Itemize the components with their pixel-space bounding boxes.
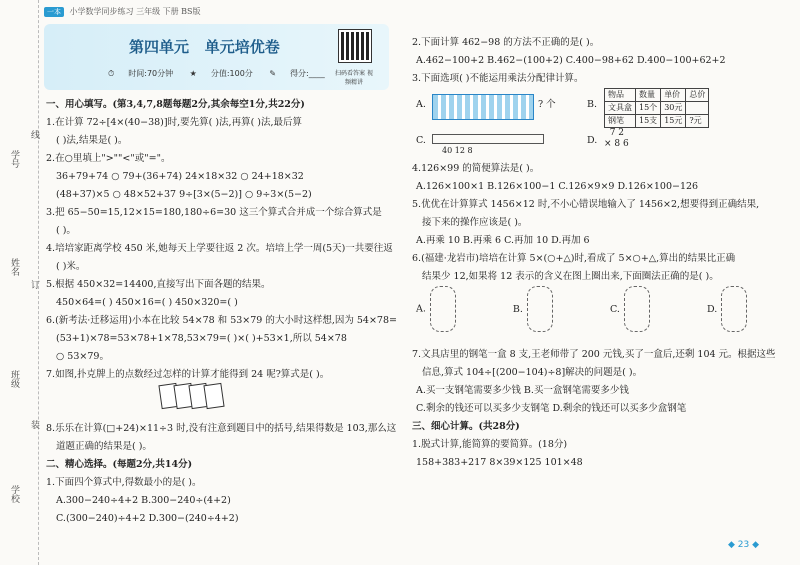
line: 8.乐乐在计算(□+24)×11÷3 时,没有注意到题目中的括号,结果得数是 103,那么这 bbox=[46, 423, 397, 434]
line: ( )米。 bbox=[56, 261, 86, 272]
playing-cards-figure bbox=[46, 384, 391, 420]
label-school: 学校 bbox=[9, 485, 19, 503]
option-a-note: ? 个 bbox=[538, 99, 556, 110]
label-student-number: 学号 bbox=[9, 150, 19, 168]
segment-values: 40 12 8 bbox=[442, 146, 473, 155]
dot-icon: ◆ bbox=[749, 540, 760, 550]
td: 15支 bbox=[636, 115, 661, 128]
circle-triangle-figure bbox=[721, 286, 747, 332]
star-icon: ★ bbox=[189, 69, 197, 78]
time-limit: 时间:70分钟 bbox=[128, 69, 174, 78]
td: ?元 bbox=[686, 115, 709, 128]
line: 一、用心填写。(第3,4,7,8题每题2分,其余每空1分,共22分) bbox=[46, 99, 305, 110]
line: A.126×100×1 B.126×100−1 C.126×9×9 D.126×100−126 bbox=[416, 181, 699, 192]
line: ○ 53×79。 bbox=[56, 351, 109, 362]
pen-icon: ✎ bbox=[269, 69, 277, 78]
circle-triangle-figure bbox=[527, 286, 553, 332]
line: 7.如图,扑克牌上的点数经过怎样的计算才能得到 24 呢?算式是( )。 bbox=[46, 369, 330, 380]
label-name: 姓名 bbox=[9, 258, 19, 276]
unit-header bbox=[44, 24, 389, 90]
line: 二、精心选择。(每题2分,共14分) bbox=[46, 459, 193, 470]
option-a: A. bbox=[416, 303, 426, 315]
option-d: D. bbox=[706, 303, 718, 315]
td: 15元 bbox=[661, 115, 686, 128]
unit-title bbox=[129, 36, 280, 57]
line: 3.下面选项( )不能运用乘法分配律计算。 bbox=[412, 73, 584, 84]
clock-icon: ⏱ bbox=[108, 69, 115, 78]
card-icon bbox=[204, 383, 225, 409]
total-score: 分值:100分 bbox=[210, 69, 253, 78]
cut-mark: 订 bbox=[29, 280, 39, 289]
option-c: C. bbox=[416, 135, 426, 146]
line: A.300−240÷4+2 B.300−240÷(4+2) bbox=[56, 495, 231, 506]
line: 2.在○里填上">""<"或"="。 bbox=[46, 153, 171, 164]
th: 数量 bbox=[636, 89, 661, 102]
line: 道题正确的结果是( )。 bbox=[56, 441, 152, 452]
paper-title: 单元培优卷 bbox=[204, 38, 280, 56]
series-text: 小学数学同步练习 三年级 下册 BS版 bbox=[69, 7, 201, 16]
th: 总价 bbox=[686, 89, 709, 102]
line: 5.优优在计算算式 1456×12 时,不小心错误地输入了 1456×2,想要得到正确结果, bbox=[412, 199, 760, 210]
option-a: A. bbox=[416, 99, 426, 110]
th: 单价 bbox=[661, 89, 686, 102]
line: 36+79+74 ○ 79+(36+74) 24×18×32 ○ 24+18×32 bbox=[56, 171, 304, 182]
td: 15个 bbox=[636, 102, 661, 115]
unit-name: 第四单元 bbox=[129, 38, 190, 56]
page-number-text: 23 bbox=[737, 540, 750, 550]
line: (48+37)×5 ○ 48×52+37 9÷[3×(5−2)] ○ 9÷3×(5−2) bbox=[56, 189, 312, 200]
line: C.(300−240)÷4+2 D.300−(240÷4+2) bbox=[56, 513, 239, 524]
line: 450×64=( ) 450×16=( ) 450×320=( ) bbox=[56, 297, 238, 308]
line: A.买一支钢笔需要多少钱 B.买一盒钢笔需要多少钱 bbox=[416, 385, 629, 396]
cut-mark: 线 bbox=[29, 130, 39, 139]
circle-triangle-figure bbox=[430, 286, 456, 332]
q6-options bbox=[412, 286, 792, 346]
line: 信息,算式 104÷[(200−104)÷8]解决的问题是( )。 bbox=[422, 367, 643, 378]
qr-caption: 扫码看答案 视频精讲 bbox=[335, 70, 373, 86]
line: 结果少 12,如果将 12 表示的含义在图上圈出来,下面圈法正确的是( )。 bbox=[422, 271, 719, 282]
line: 4.126×99 的简便算法是( )。 bbox=[412, 163, 540, 174]
line: 158+383+217 8×39×125 101×48 bbox=[416, 457, 583, 468]
option-c: C. bbox=[609, 303, 620, 315]
th: 物品 bbox=[605, 89, 636, 102]
q3-options bbox=[412, 88, 792, 160]
left-column bbox=[46, 96, 397, 528]
line: 6.(福建·龙岩市)培培在计算 5×(○+△)时,看成了 5×○+△,算出的结果比正确 bbox=[412, 253, 736, 264]
page-number bbox=[728, 540, 759, 550]
label-class: 班级 bbox=[9, 370, 19, 388]
line: 6.(新考法·迁移运用)小本在比较 54×78 和 53×79 的大小时这样想,因为 54×78= bbox=[46, 315, 397, 326]
line: ( )。 bbox=[56, 225, 76, 236]
dot-icon: ◆ bbox=[728, 540, 738, 550]
line: 1.下面四个算式中,得数最小的是( )。 bbox=[46, 477, 202, 488]
circle-triangle-figure bbox=[624, 286, 650, 332]
line: 7.文具店里的钢笔一盒 8 支,王老师带了 200 元钱,买了一盒后,还剩 104 元。根据这些 bbox=[412, 349, 776, 360]
binding-sidebar bbox=[0, 0, 39, 565]
cut-mark: 装 bbox=[29, 420, 39, 429]
right-column bbox=[412, 34, 792, 472]
bead-boxes bbox=[432, 94, 534, 120]
td bbox=[686, 102, 709, 115]
line: 1.脱式计算,能简算的要简算。(18分) bbox=[412, 439, 568, 450]
line: 接下来的操作应该是( )。 bbox=[422, 217, 528, 228]
line: 三、细心计算。(共28分) bbox=[412, 421, 520, 432]
line: 5.根据 450×32=14400,直接写出下面各题的结果。 bbox=[46, 279, 271, 290]
line: (53+1)×78=53×78+1×78,53×79=( )×( )+53×1,所以 54×78 bbox=[56, 333, 347, 344]
price-table bbox=[604, 88, 709, 128]
vertical-multiplication: 7 2 × 8 6 bbox=[604, 128, 629, 149]
score-field: 得分:____ bbox=[290, 69, 325, 78]
line: 1.在计算 72÷[4×(40−38)]时,要先算( )法,再算( )法,最后算 bbox=[46, 117, 303, 128]
series-tag: 一本 bbox=[44, 7, 64, 17]
exam-meta bbox=[108, 68, 339, 79]
qr-code[interactable] bbox=[339, 30, 371, 62]
option-d: D. bbox=[587, 135, 598, 146]
line: A.再乘 10 B.再乘 6 C.再加 10 D.再加 6 bbox=[416, 235, 590, 246]
line: ( )法,结果是( )。 bbox=[56, 135, 128, 146]
option-b: B. bbox=[512, 303, 523, 315]
book-series-bar bbox=[44, 6, 384, 20]
td: 文具盒 bbox=[605, 102, 636, 115]
line: 2.下面计算 462−98 的方法不正确的是( )。 bbox=[412, 37, 600, 48]
line: 3.把 65−50=15,12×15=180,180÷6=30 这三个算式合并成一个综合算式是 bbox=[46, 207, 382, 218]
td: 30元 bbox=[661, 102, 686, 115]
td: 钢笔 bbox=[605, 115, 636, 128]
line: 4.培培家距离学校 450 米,她每天上学要往返 2 次。培培上学一周(5天)一共要往返 bbox=[46, 243, 393, 254]
option-b: B. bbox=[587, 99, 598, 110]
line: C.剩余的钱还可以买多少支钢笔 D.剩余的钱还可以买多少盒钢笔 bbox=[416, 403, 687, 414]
line: A.462−100+2 B.462−(100+2) C.400−98+62 D.400−100+62+2 bbox=[416, 55, 726, 66]
